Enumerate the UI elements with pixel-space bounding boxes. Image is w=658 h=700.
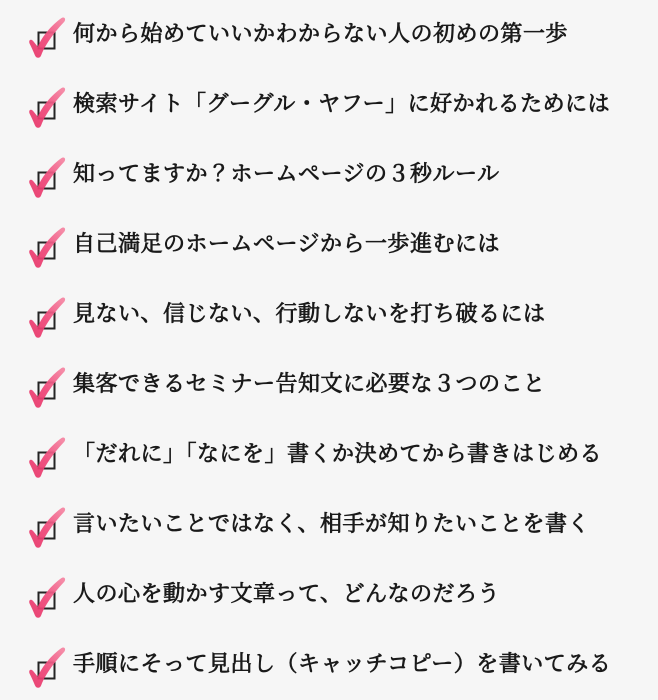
checklist-item-label: 検索サイト「グーグル・ヤフー」に好かれるためには (73, 92, 611, 117)
checked-checkbox-icon (28, 647, 68, 689)
checklist-item (0, 350, 658, 420)
checked-checkbox-icon (28, 87, 68, 129)
checked-checkbox-icon (28, 297, 68, 339)
checklist-item (0, 210, 658, 280)
checklist-item-label: 見ない、信じない、行動しないを打ち破るには (73, 302, 546, 327)
checklist-item (0, 420, 658, 490)
checklist-item-label: 「だれに」「なにを」書くか決めてから書きはじめる (73, 442, 603, 467)
checked-checkbox-icon (28, 437, 68, 479)
checked-checkbox-icon (28, 367, 68, 409)
checklist-item-label: 何から始めていいかわからない人の初めの第一歩 (73, 22, 569, 47)
checklist-item (0, 0, 658, 70)
checklist-item (0, 560, 658, 630)
checklist-item-label: 知ってますか？ホームページの３秒ルール (73, 162, 500, 187)
checked-checkbox-icon (28, 577, 68, 619)
checklist-item (0, 630, 658, 700)
checked-checkbox-icon (28, 507, 68, 549)
checklist-item (0, 280, 658, 350)
checked-checkbox-icon (28, 227, 68, 269)
checklist-item (0, 70, 658, 140)
checklist-item-label: 人の心を動かす文章って、どんなのだろう (73, 582, 501, 607)
checklist-item (0, 490, 658, 560)
checklist-item-label: 自己満足のホームページから一歩進むには (73, 232, 501, 257)
checklist-item-label: 手順にそって見出し（キャッチコピー）を書いてみる (73, 652, 612, 677)
checklist-item-label: 言いたいことではなく、相手が知りたいことを書く (73, 512, 591, 537)
checked-checkbox-icon (28, 157, 68, 199)
checklist-item-label: 集客できるセミナー告知文に必要な３つのこと (73, 372, 546, 397)
checklist-item (0, 140, 658, 210)
checked-checkbox-icon (28, 17, 68, 59)
